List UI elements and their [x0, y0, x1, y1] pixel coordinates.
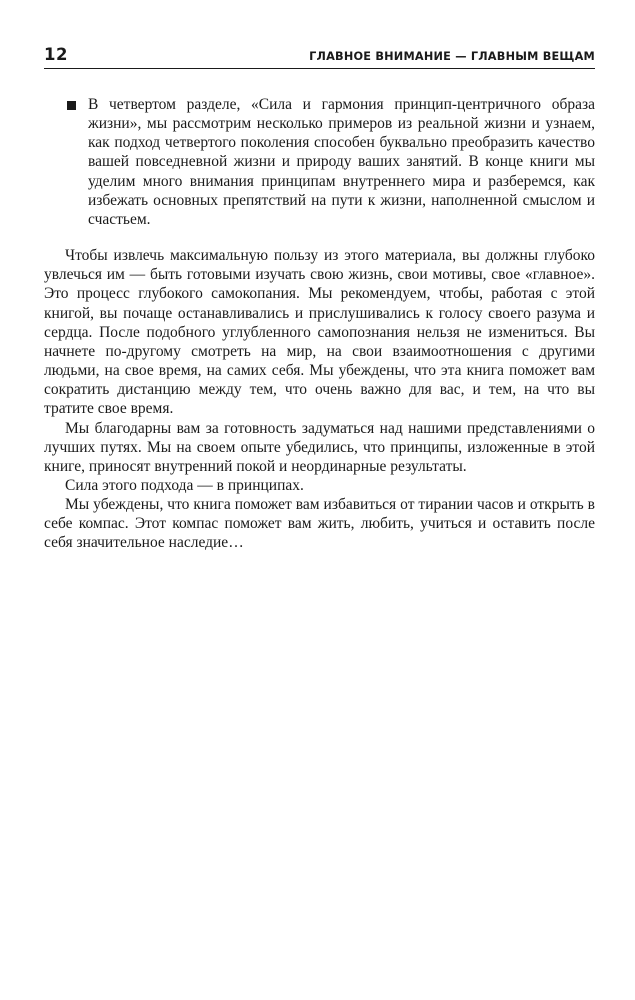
bullet-item [44, 95, 595, 229]
square-bullet-icon [67, 101, 76, 110]
paragraph-1: Чтобы извлечь максимальную пользу из этого материала, вы должны глубоко увлечься им — быть готовыми изучать свою жизнь, свои мотивы, свое «главное». Это процесс глубокого самокопания. Мы рекомендуем, чтобы, работая с этой книгой, вы почаще останавливались и прислушивались к голосу своего разума и сердца. После подобного углубленного самопознания нельзя не измениться. Вы начнете по-другому смотреть на мир, на свои взаимоотношения с другими людьми, на свое время, на самих себя. Мы убеждены, что эта книга поможет вам сократить дистанцию между тем, что очень важно для вас, и тем, на что вы тратите свое время. [44, 247, 595, 418]
running-head: ГЛАВНОЕ ВНИМАНИЕ — ГЛАВНЫМ ВЕЩАМ [309, 50, 595, 63]
paragraph-4: Мы убеждены, что книга поможет вам избавиться от тирании часов и открыть в себе компас. Этот компас поможет вам жить, любить, учиться и оставить после себя значительное наследие… [44, 496, 595, 552]
body-text [44, 95, 595, 553]
page-header [44, 44, 595, 69]
paragraph-3: Сила этого подхода — в принципах. [65, 476, 304, 494]
page-number: 12 [44, 45, 68, 64]
paragraph-2: Мы благодарны вам за готовность задуматься над нашими представлениями о лучших путях. Мы на своем опыте убедились, что принципы, изложенные в этой книге, приносят внутренний покой и неординарные результаты. [44, 419, 595, 475]
bullet-text: В четвертом разделе, «Сила и гармония принцип-центричного образа жизни», мы рассмотрим несколько примеров из реальной жизни и узнаем, как подход четвертого поколения способен буквально преобразить качество вашей повседневной жизни и природу ваших занятий. В конце книги мы уделим много внимания принципам внутреннего мира и разберемся, как избежать основных препятствий на пути к жизни, наполненной смыслом и счастьем. [88, 96, 595, 228]
